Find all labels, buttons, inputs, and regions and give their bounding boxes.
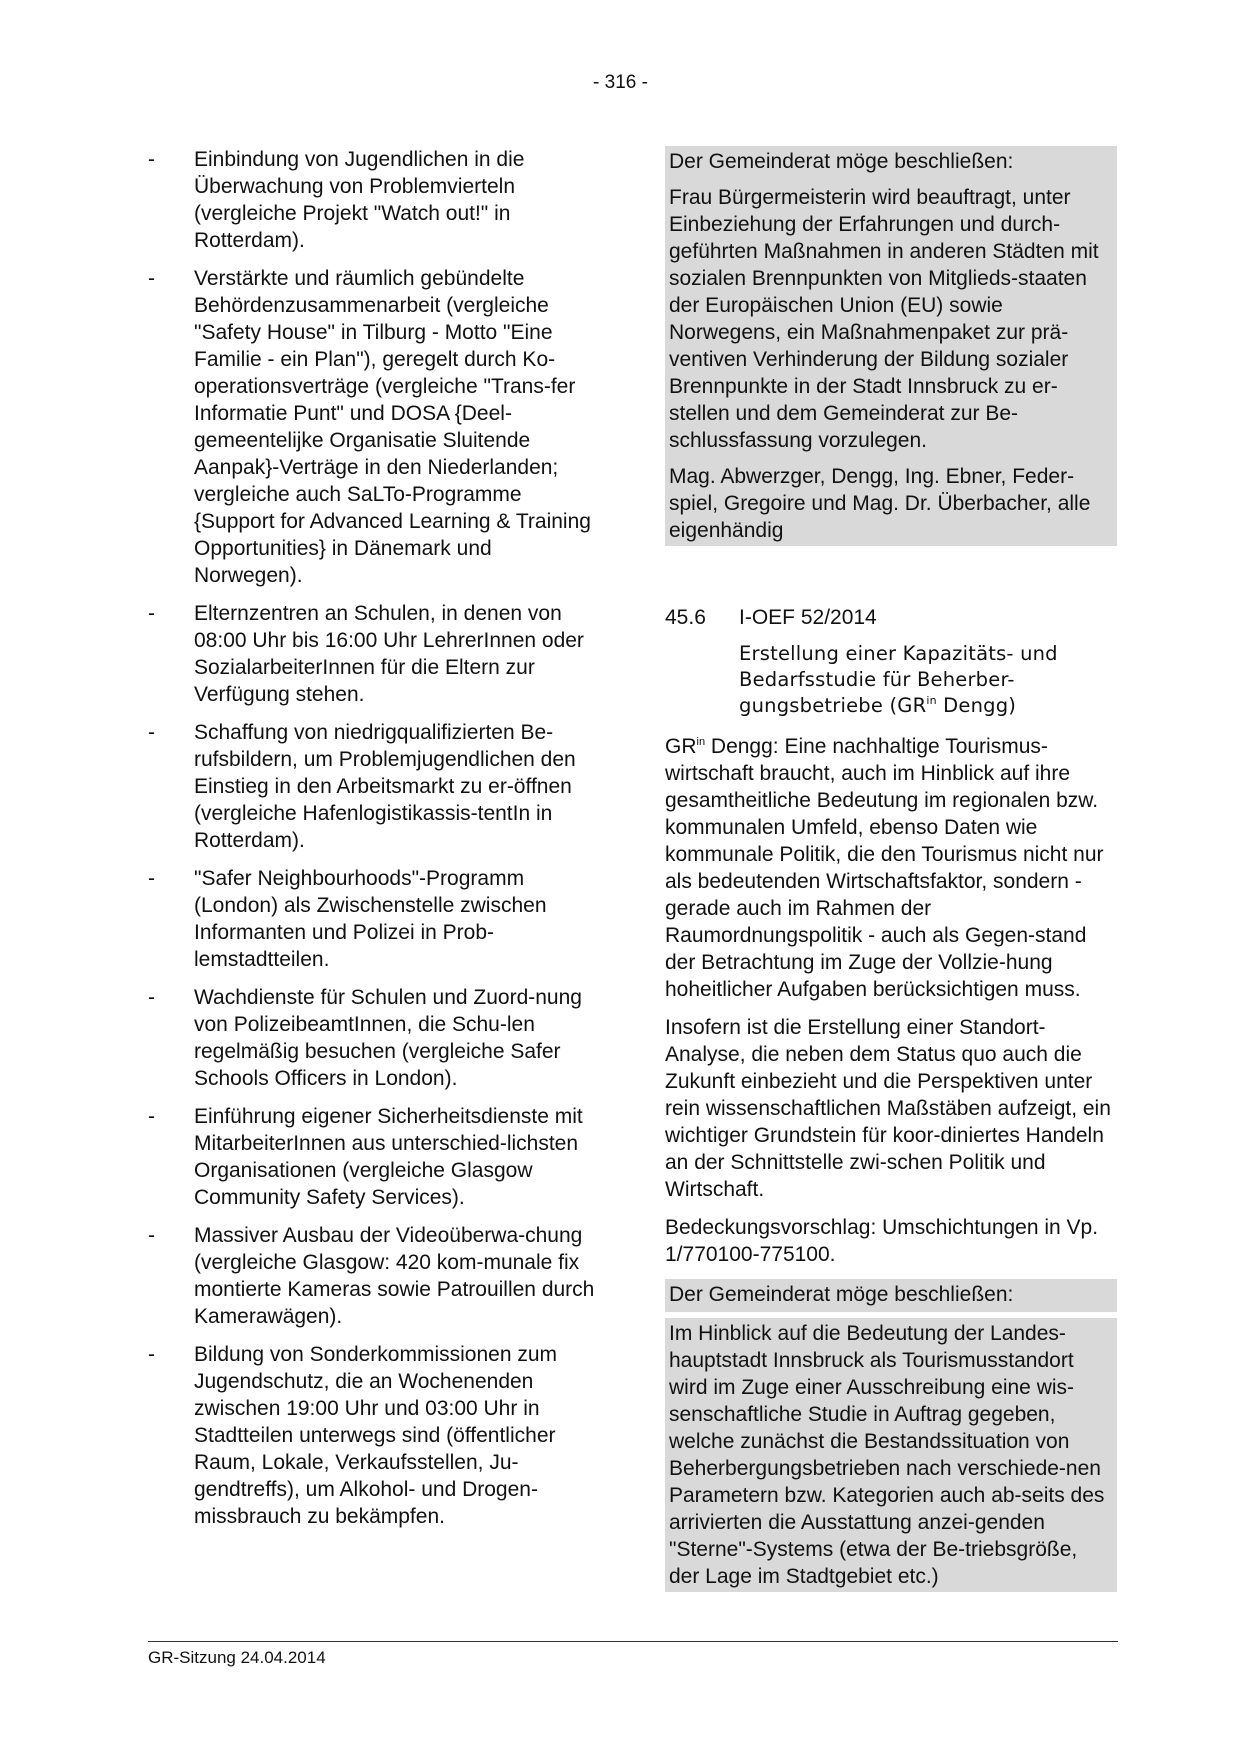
list-item-text: Einbindung von Jugendlichen in die Überwachung von Problemvierteln (vergleiche Projekt "Watch out!" in Rotterdam). — [194, 148, 525, 252]
right-column — [665, 146, 1117, 1592]
bullet-dash: - — [148, 602, 155, 625]
list-item-text: Verstärkte und räumlich gebündelte Behördenzusammenarbeit (vergleiche "Safety House" in Tilburg - Motto "Eine Familie - ein Plan"), geregelt durch Ko-operationsverträge (vergleiche "Trans-fer Informatie Punt" und DOSA {Deel-gemeentelijke Organisatie Sluitende Aanpak}-Verträge in den Niederlanden; vergleiche auch SaLTo-Programme {Support for Advanced Learning & Training Opportunities} in Dänemark und Norwegen). — [194, 267, 591, 587]
bullet-dash: - — [148, 148, 155, 171]
motion-signatories: Mag. Abwerzger, Dengg, Ing. Ebner, Feder-spiel, Gregoire und Mag. Dr. Überbacher, alle eigenhändig — [669, 465, 1091, 542]
list-item — [148, 984, 600, 1092]
list-item — [148, 865, 600, 973]
agenda-item-header — [665, 604, 1117, 631]
list-item-text: Schaffung von niedrigqualifizierten Be-rufsbildern, um Problemjugendlichen den Einstieg in den Arbeitsmarkt zu er-öffnen (vergleiche Hafenlogistikassis-tentIn in Rotterdam). — [194, 721, 576, 852]
body-paragraph: Insofern ist die Erstellung einer Standort-Analyse, die neben dem Status quo auch die Zukunft einbezieht und die Perspektiven unter rein wissenschaftlichen Maßstäben aufzeigt, ein wichtiger Grundstein für koor-diniertes Handeln an der Schnittstelle zwi-schen Politik und Wirtschaft. — [665, 1016, 1111, 1201]
speech-paragraph: $GR^{in}$ Dengg: Eine nachhaltige Tourismus-wirtschaft braucht, auch im Hinblick auf ihre gesamtheitliche Bedeutung im regionalen bzw. kommunalen Umfeld, ebenso Daten wie kommunale Politik, die den Tourismus nicht nur als bedeutenden Wirtschaftsfaktor, sondern - gerade auch im Rahmen der Raumordnungspolitik - auch als Gegen-stand der Betrachtung im Zuge der Vollzie-hung hoheitlicher Aufgaben berücksichtigen muss. — [665, 735, 1104, 1001]
bullet-dash: - — [148, 1343, 155, 1366]
list-item-text: Wachdienste für Schulen und Zuord-nung von PolizeibeamtInnen, die Schu-len regelmäßig besuchen (vergleiche Safer Schools Officers in London). — [194, 986, 582, 1090]
coverage-proposal: Bedeckungsvorschlag: Umschichtungen in Vp. 1/770100-775100. — [665, 1216, 1099, 1266]
list-item-text: Elternzentren an Schulen, in denen von 08:00 Uhr bis 16:00 Uhr LehrerInnen oder SozialarbeiterInnen für die Eltern zur Verfügung stehen. — [194, 602, 584, 706]
agenda-item-number: 45.6 — [665, 606, 706, 629]
list-item-text: Massiver Ausbau der Videoüberwa-chung (vergleiche Glasgow: 420 kom-munale fix montierte Kameras sowie Patrouillen durch Kamerawägen). — [194, 1224, 595, 1328]
list-item — [148, 600, 600, 708]
motion-body: Frau Bürgermeisterin wird beauftragt, unter Einbeziehung der Erfahrungen und durch-geführten Maßnahmen in anderen Städten mit sozialen Brennpunkten von Mitglieds-staaten der Europäischen Union (EU) sowie Norwegens, ein Maßnahmenpaket zur prä-ventiven Verhinderung der Bildung sozialer Brennpunkte in der Stadt Innsbruck zu er-stellen und dem Gemeinderat zur Be-schlussfassung vorzulegen. — [669, 186, 1099, 452]
left-column — [148, 146, 600, 1541]
bullet-dash: - — [148, 267, 155, 290]
list-item — [148, 1222, 600, 1330]
page-number: - 316 - — [593, 72, 648, 93]
speaker: $GR^{in}$ Dengg — [665, 735, 773, 758]
list-item — [148, 146, 600, 254]
list-item — [148, 1341, 600, 1530]
bullet-dash: - — [148, 867, 155, 890]
agenda-item-code: I-OEF 52/2014 — [739, 606, 877, 629]
list-item — [148, 719, 600, 854]
bullet-dash: - — [148, 1105, 155, 1128]
list-item — [148, 1103, 600, 1211]
motion-box — [665, 146, 1117, 546]
agenda-item-title: Erstellung einer Kapazitäts- und Bedarfsstudie für Beherber-gungsbetriebe ($GR^{in}$ Dengg) — [739, 642, 1058, 717]
motion-label: Der Gemeinderat möge beschließen: — [669, 150, 1014, 173]
motion-body: Im Hinblick auf die Bedeutung der Landes-hauptstadt Innsbruck als Tourismusstandort wird im Zuge einer Ausschreibung eine wis-senschaftliche Studie in Auftrag gegeben, welche zunächst die Bestandssituation von Beherbergungsbetrieben nach verschiede-nen Parametern bzw. Kategorien auch ab-seits des arrivierten die Ausstattung anzei-genden "Sterne"-Systems (etwa der Be-triebsgröße, der Lage im Stadtgebiet etc.) — [669, 1322, 1105, 1588]
list-item-text: "Safer Neighbourhoods"-Programm (London) als Zwischenstelle zwischen Informanten und Polizei in Prob-lemstadtteilen. — [194, 867, 547, 971]
list-item-text: Bildung von Sonderkommissionen zum Jugendschutz, die an Wochenenden zwischen 19:00 Uhr und 03:00 Uhr in Stadtteilen unterwegs sind (öffentlicher Raum, Lokale, Verkaufsstellen, Ju-gendtreffs), um Alkohol- und Drogen-missbrauch zu bekämpfen. — [194, 1343, 558, 1528]
list-item-text: Einführung eigener Sicherheitsdienste mit MitarbeiterInnen aus unterschied-lichsten Organisationen (vergleiche Glasgow Community Safety Services). — [194, 1105, 583, 1209]
bullet-dash: - — [148, 1224, 155, 1247]
bullet-dash: - — [148, 721, 155, 744]
footer-divider — [148, 1641, 1118, 1642]
bullet-dash: - — [148, 986, 155, 1009]
motion-box — [665, 1318, 1117, 1592]
motion-label: Der Gemeinderat möge beschließen: — [665, 1279, 1117, 1312]
list-item — [148, 265, 600, 589]
footer: GR-Sitzung 24.04.2014 — [148, 1648, 326, 1667]
